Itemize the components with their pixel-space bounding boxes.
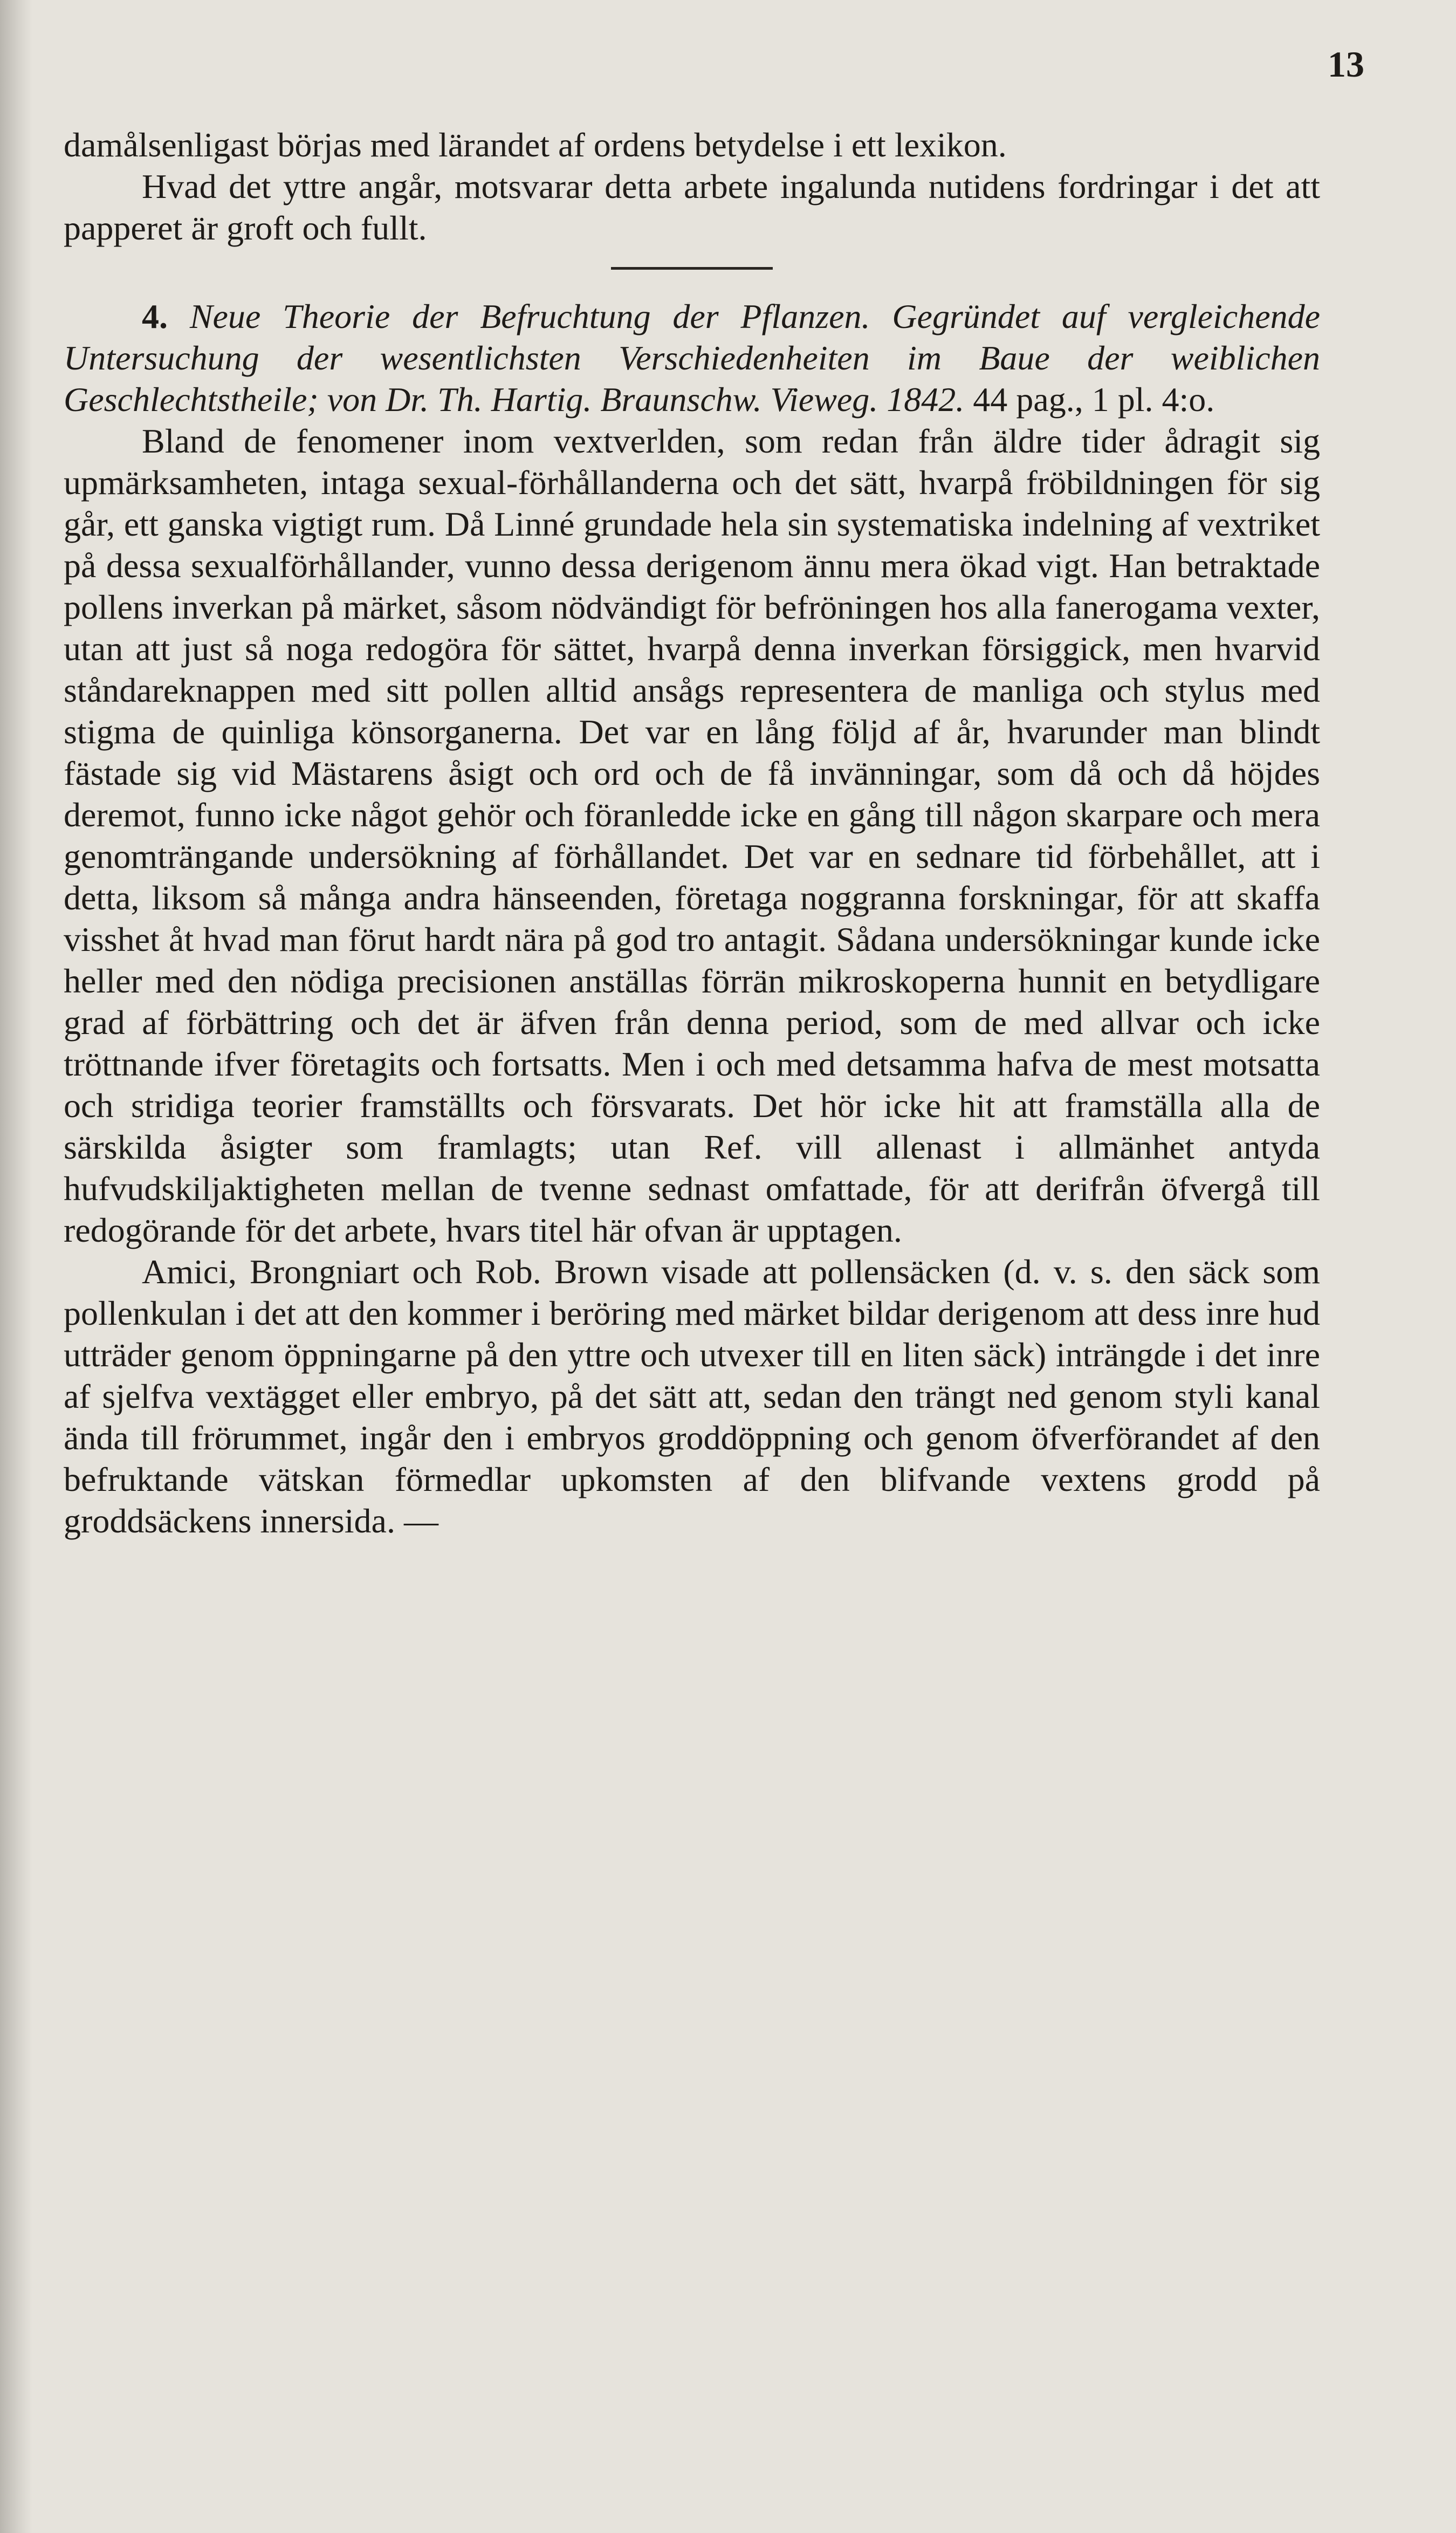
review-number: 4.	[142, 297, 168, 336]
section-divider	[611, 267, 773, 270]
review-body-paragraph-2: Amici, Brongniart och Rob. Brown visade att pollensäcken (d. v. s. den säck som pollenkulan i det att den kommer i beröring med märket bildar derigenom att dess inre hud utträder genom öppningarne på den yttre och utvexer till en liten säck) inträngde i det inre af sjelfva vextägget eller embryo, på det sätt att, sedan den trängt ned genom styli kanal ända till frörummet, ingår den i embryos groddöppning och genom öfverförandet af den befruktande vätskan förmedlar upkomsten af den blifvande vextens grodd på groddsäckens innersida. —	[64, 1252, 1320, 1540]
page-gutter-shadow	[0, 0, 32, 2533]
review-heading	[64, 296, 1320, 420]
opening-paragraph: damålsenligast börjas med lärandet af ordens betydelse i ett lexikon.	[64, 126, 1007, 164]
page-text	[64, 124, 1320, 1542]
review-title: Neue Theorie der Befruchtung der Pflanzen. Gegründet auf vergleichende Untersuchung der wesentlichsten Verschiedenheiten im Baue der weiblichen Geschlechtstheile; von Dr. Th. Hartig. Braunschw. Vieweg. 1842.	[64, 297, 1321, 419]
review-body-paragraph-1: Bland de fenomener inom vextverlden, som redan från äldre tider ådragit sig upmärksamheten, intaga sexual-förhållanderna och det sätt, hvarpå fröbildningen för sig går, ett ganska vigtigt rum. Då Linné grundade hela sin systematiska indelning af vextriket på dessa sexualförhållander, vunno dessa derigenom ännu mera ökad vigt. Han betraktade pollens inverkan på märket, såsom nödvändigt för befröningen hos alla fanerogama vexter, utan att just så noga redogöra för sättet, hvarpå denna inverkan försiggick, men hvarvid ståndareknappen med sitt pollen alltid ansågs representera de manliga och stylus med stigma de quinliga könsorganerna. Det var en lång följd af år, hvarunder man blindt fästade sig vid Mästarens åsigt och ord och de få invänningar, som då och då höjdes deremot, funno icke något gehör och föranledde icke en gång till någon skarpare och mera genomträngande undersökning af förhållandet. Det var en sednare tid förbehållet, att i detta, liksom så många andra hänseenden, företaga noggranna forskningar, för att skaffa visshet åt hvad man förut hardt nära på god tro antagit. Sådana undersökningar kunde icke heller med den nödiga precisionen anställas förrän mikroskoperna hunnit en betydligare grad af förbättring och det är äfven från denna period, som de med allvar och icke tröttnande ifver företagits och fortsatts. Men i och med detsamma hafva de mest motsatta och stridiga teorier framställts och försvarats. Det hör icke hit att framställa alla de särskilda åsigter som framlagts; utan Ref. vill allenast i allmänhet antyda hufvudskiljaktigheten mellan de tvenne sednast omfattade, för att derifrån öfvergå till redogörande för det arbete, hvars titel här ofvan är upptagen.	[64, 422, 1320, 1249]
page-number: 13	[1328, 44, 1364, 85]
second-paragraph: Hvad det yttre angår, motsvarar detta arbete ingalunda nutidens fordringar i det att papperet är groft och fullt.	[64, 167, 1320, 247]
review-details: 44 pag., 1 pl. 4:o.	[973, 380, 1215, 419]
